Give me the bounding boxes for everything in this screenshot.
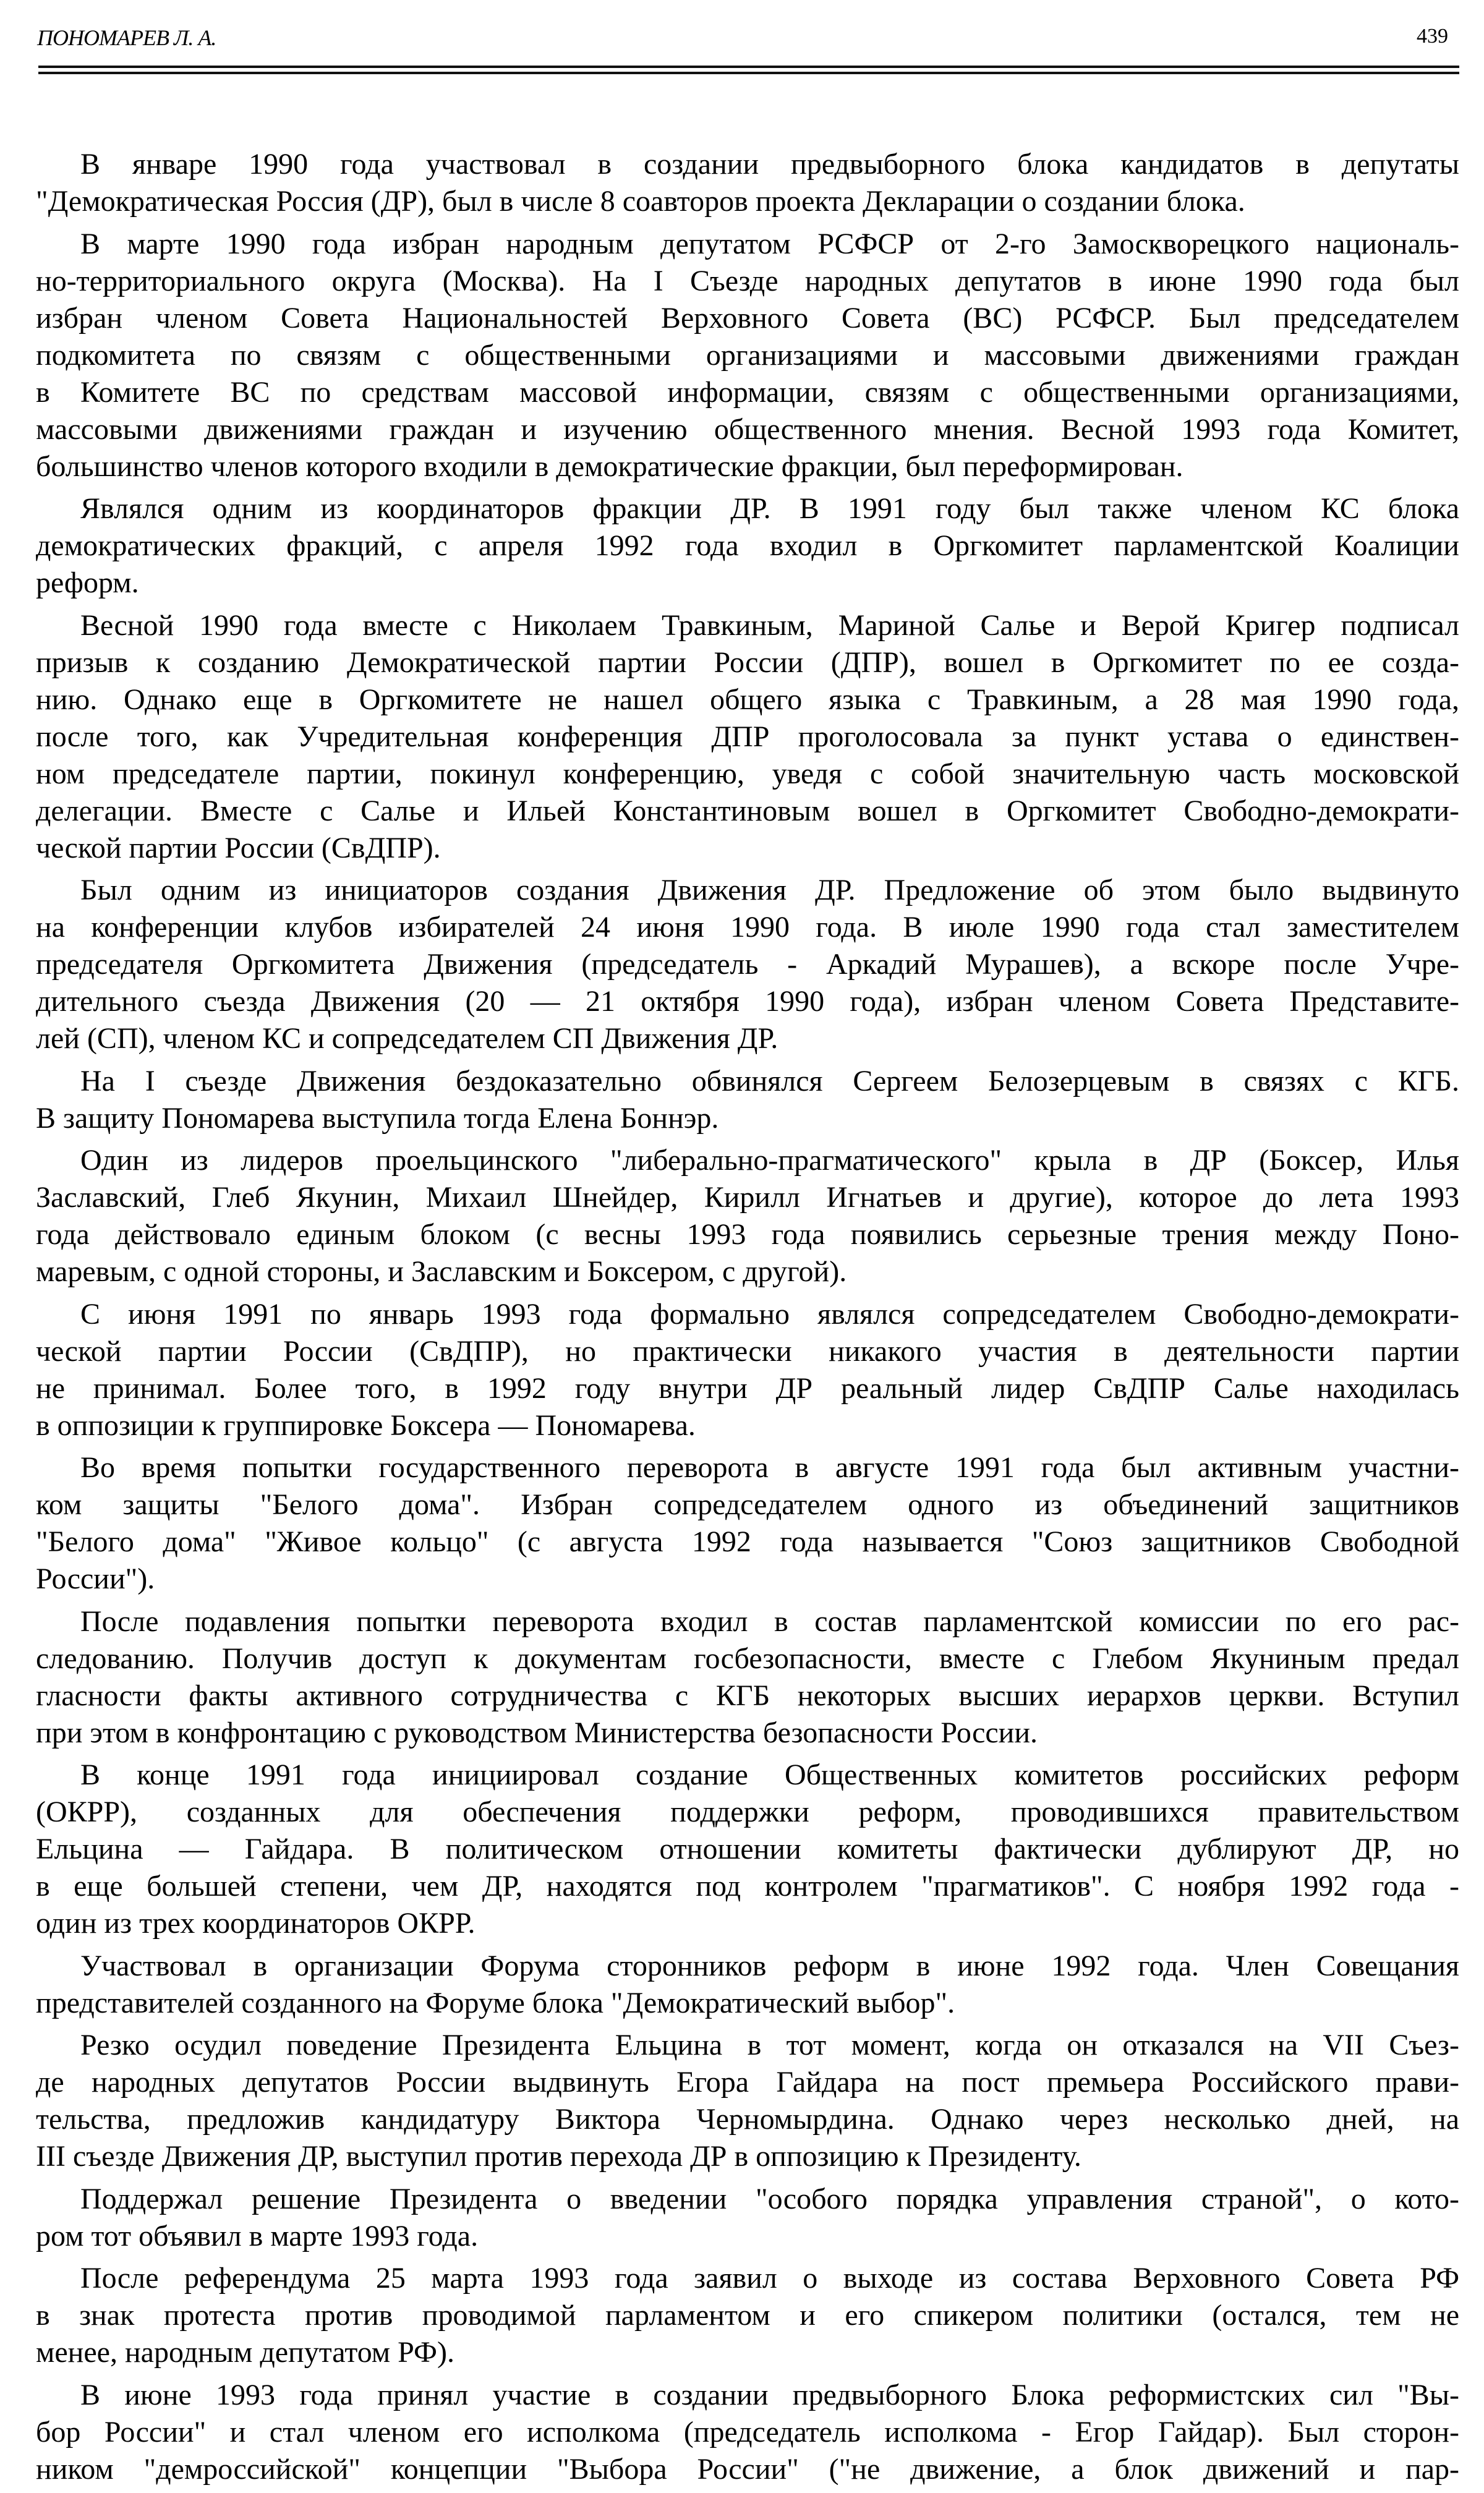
text-line: тельства, предложив кандидатуру Виктора Черномырдина. Однако через несколько дней, на	[36, 2103, 1459, 2136]
text-line: маревым, с одной стороны, и Заславским и Боксером, с другой).	[36, 1255, 847, 1288]
text-line: В конце 1991 года инициировал создание Общественных комитетов российских реформ	[80, 1758, 1459, 1791]
text-line: (ОКРР), созданных для обеспечения поддержки реформ, проводившихся правительством	[36, 1796, 1459, 1828]
text-line: В июне 1993 года принял участие в создании предвыборного Блока реформистских сил "Вы-	[80, 2378, 1459, 2411]
text-line: бор России" и стал членом его исполкома (председатель исполкома - Егор Гайдар). Был сторон-	[36, 2415, 1459, 2448]
text-line: гласности факты активного сотрудничества с КГБ некоторых высших иерархов церкви. Вступил	[36, 1679, 1459, 1712]
paragraph	[36, 1948, 1459, 2022]
paragraph	[36, 226, 1459, 485]
page-number: 439	[1417, 25, 1448, 48]
text-line: делегации. Вместе с Салье и Ильей Константиновым вошел в Оргкомитет Свободно-демократи-	[36, 794, 1459, 827]
paragraph	[36, 1449, 1459, 1598]
text-line: но-территориального округа (Москва). На I Съезде народных депутатов в июне 1990 года был	[36, 264, 1459, 297]
text-line: Участвовал в организации Форума сторонников реформ в июне 1992 года. Член Совещания	[80, 1949, 1459, 1982]
text-line: нию. Однако еще в Оргкомитете не нашел общего языка с Травкиным, а 28 мая 1990 года,	[36, 683, 1459, 716]
text-line: В январе 1990 года участвовал в создании предвыборного блока кандидатов в депутаты	[80, 148, 1459, 181]
text-line: В марте 1990 года избран народным депутатом РСФСР от 2-го Замоскворецкого националь-	[80, 227, 1459, 260]
paragraph	[36, 872, 1459, 1057]
body-text	[36, 146, 1459, 2493]
text-line: в знак протеста против проводимой парламентом и его спикером политики (остался, тем не	[36, 2299, 1459, 2332]
header-rule-bottom	[38, 72, 1459, 74]
text-line: в Комитете ВС по средствам массовой информации, связям с общественными организациями,	[36, 375, 1459, 409]
paragraph	[36, 1142, 1459, 1290]
text-line: в оппозиции к группировке Боксера — Пономарева.	[36, 1408, 696, 1442]
text-line: массовыми движениями граждан и изучению общественного мнения. Весной 1993 года Комитет,	[36, 412, 1459, 446]
text-line: ном председателе партии, покинул конференцию, уведя с собой значительную часть московской	[36, 757, 1459, 790]
text-line: ком защиты "Белого дома". Избран сопредседателем одного из объединений защитников	[36, 1488, 1459, 1521]
text-line: Был одним из инициаторов создания Движения ДР. Предложение об этом было выдвинуто	[80, 874, 1459, 906]
text-line: призыв к созданию Демократической партии России (ДПР), вошел в Оргкомитет по ее созда-	[36, 646, 1459, 679]
text-line: В защиту Пономарева выступила тогда Елена Боннэр.	[36, 1101, 719, 1135]
paragraph	[36, 607, 1459, 867]
text-line: "Демократическая Россия (ДР), был в числе 8 соавторов проекта Декларации о создании блока.	[36, 185, 1245, 218]
text-line: демократических фракций, с апреля 1992 года входил в Оргкомитет парламентской Коалиции	[36, 529, 1459, 562]
text-line: дительного съезда Движения (20 — 21 октября 1990 года), избран членом Совета Представите-	[36, 985, 1459, 1018]
text-line: "Белого дома" "Живое кольцо" (с августа 1992 года называется "Союз защитников Свободной	[36, 1525, 1459, 1558]
text-line: На I съезде Движения бездоказательно обвинялся Сергеем Белозерцевым в связях с КГБ.	[80, 1064, 1459, 1097]
text-line: С июня 1991 по январь 1993 года формально являлся сопредседателем Свободно-демократи-	[80, 1297, 1459, 1331]
text-line: следованию. Получив доступ к документам госбезопасности, вместе с Глебом Якуниным предал	[36, 1642, 1459, 1675]
text-line: не принимал. Более того, в 1992 году внутри ДР реальный лидер СвДПР Салье находилась	[36, 1371, 1459, 1405]
text-line: Ельцина — Гайдара. В политическом отношении комитеты фактически дублируют ДР, но	[36, 1833, 1459, 1865]
text-line: Поддержал решение Президента о введении "особого порядка управления страной", о кото-	[80, 2182, 1459, 2215]
text-line: в еще большей степени, чем ДР, находятся под контролем "прагматиков". С ноября 1992 года -	[36, 1870, 1459, 1903]
paragraph	[36, 2260, 1459, 2371]
text-line: большинство членов которого входили в демократические фракции, был переформирован.	[36, 450, 1183, 483]
text-line: года действовало единым блоком (с весны 1993 года появились серьезные трения между Поно-	[36, 1218, 1459, 1251]
text-line: на конференции клубов избирателей 24 июня 1990 года. В июле 1990 года стал заместителем	[36, 911, 1459, 944]
text-line: Весной 1990 года вместе с Николаем Травкиным, Мариной Салье и Верой Кригер подписал	[80, 608, 1459, 642]
text-line: де народных депутатов России выдвинуть Егора Гайдара на пост премьера Российского прави-	[36, 2066, 1459, 2099]
text-line: Являлся одним из координаторов фракции ДР. В 1991 году был также членом КС блока	[80, 492, 1459, 525]
running-title: ПОНОМАРЕВ Л. А.	[37, 25, 216, 50]
paragraph	[36, 1757, 1459, 1942]
text-line: ческой партии России (СвДПР).	[36, 831, 441, 864]
paragraph	[36, 490, 1459, 602]
paragraph	[36, 2377, 1459, 2488]
text-line: После подавления попытки переворота входил в состав парламентской комиссии по его рас-	[80, 1604, 1459, 1638]
text-line: Резко осудил поведение Президента Ельцина в тот момент, когда он отказался на VII Съез-	[80, 2029, 1459, 2061]
text-line: III съезде Движения ДР, выступил против перехода ДР в оппозицию к Президенту.	[36, 2140, 1081, 2173]
text-line: реформ.	[36, 566, 139, 599]
text-line: ческой партии России (СвДПР), но практически никакого участия в деятельности партии	[36, 1334, 1459, 1368]
text-line: после того, как Учредительная конференция ДПР проголосовала за пункт устава о единствен-	[36, 720, 1459, 753]
text-line: России").	[36, 1562, 155, 1595]
text-line: лей (СП), членом КС и сопредседателем СП Движения ДР.	[36, 1022, 778, 1055]
paragraph	[36, 2027, 1459, 2175]
text-line: ром тот объявил в марте 1993 года.	[36, 2219, 479, 2252]
paragraph	[36, 1296, 1459, 1444]
text-line: избран членом Совета Национальностей Верховного Совета (ВС) РСФСР. Был председателем	[36, 301, 1459, 335]
text-line: ником "демроссийской" концепции "Выбора России" ("не движение, а блок движений и пар-	[36, 2452, 1459, 2486]
text-line: менее, народным депутатом РФ).	[36, 2336, 454, 2369]
text-line: председателя Оргкомитета Движения (председатель - Аркадий Мурашев), а вскоре после Учре-	[36, 948, 1459, 981]
text-line: подкомитета по связям с общественными организациями и массовыми движениями граждан	[36, 338, 1459, 372]
paragraph	[36, 146, 1459, 220]
text-line: Один из лидеров проельцинского "либерально-прагматического" крыла в ДР (Боксер, Илья	[80, 1144, 1459, 1177]
header-rule-top	[38, 66, 1459, 68]
text-line: представителей созданного на Форуме блока "Демократический выбор".	[36, 1986, 955, 2019]
text-line: один из трех координаторов ОКРР.	[36, 1907, 475, 1940]
paragraph	[36, 1603, 1459, 1752]
text-line: После референдума 25 марта 1993 года заявил о выходе из состава Верховного Совета РФ	[80, 2262, 1459, 2295]
text-line: Заславский, Глеб Якунин, Михаил Шнейдер, Кирилл Игнатьев и другие), которое до лета 1993	[36, 1181, 1459, 1214]
paragraph	[36, 1063, 1459, 1137]
text-line: при этом в конфронтацию с руководством Министерства безопасности России.	[36, 1716, 1038, 1749]
text-line: Во время попытки государственного переворота в августе 1991 года был активным участни-	[80, 1451, 1459, 1484]
paragraph	[36, 2181, 1459, 2255]
